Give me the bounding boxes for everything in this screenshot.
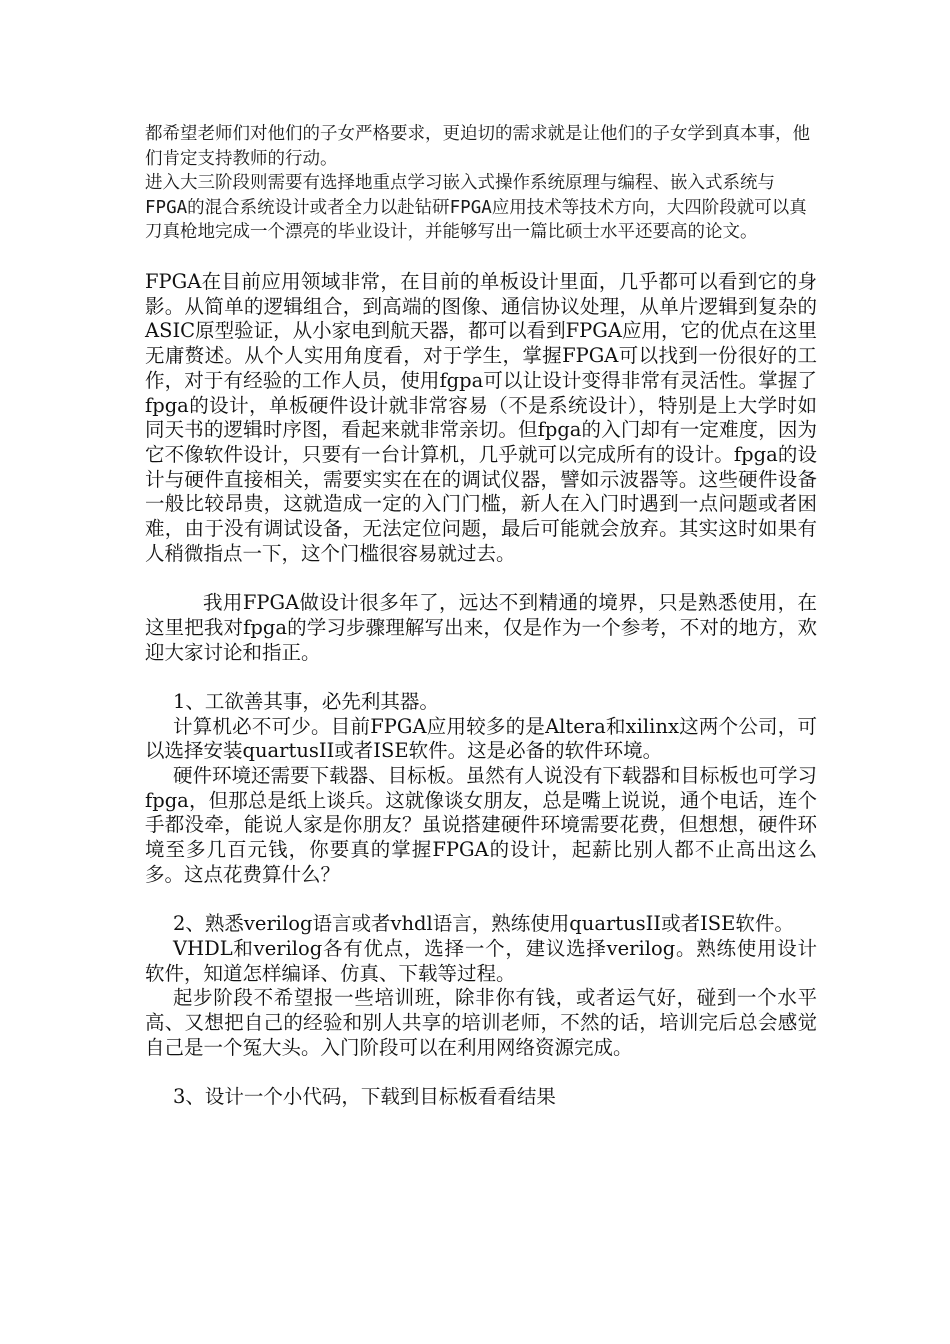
section-2-paragraph-2: 起步阶段不希望报一些培训班，除非你有钱，或者运气好，碰到一个水平高、又想把自己的经验和别人共享的培训老师，不然的话，培训完后总会感觉自己是一个冤大头。入门阶段可以在利用网络资源完成。	[145, 986, 817, 1059]
intro-paragraph-2: 进入大三阶段则需要有选择地重点学习嵌入式操作系统原理与编程、嵌入式系统与FPGA的混合系统设计或者全力以赴钻研FPGA应用技术等技术方向，大四阶段就可以真刀真枪地完成一个漂亮的毕业设计，并能够写出一篇比硕士水平还要高的论文。	[145, 173, 807, 243]
section-1-paragraph-2: 硬件环境还需要下载器、目标板。虽然有人说没有下载器和目标板也可学习fpga，但那总是纸上谈兵。这就像谈女朋友，总是嘴上说说，通个电话，连个手都没牵，能说人家是你朋友？虽说搭建硬件环境需要花费，但想想，硬件环境至多几百元钱，你要真的掌握FPGA的设计，起薪比别人都不止高出这么多。这点花费算什么？	[145, 764, 817, 886]
section-2-heading: 2、熟悉verilog语言或者vhdl语言，熟练使用quartusII或者ISE软件。	[173, 912, 794, 936]
paragraph-gap	[145, 1060, 817, 1085]
intro-paragraph-1: 都希望老师们对他们的子女严格要求，更迫切的需求就是让他们的子女学到真本事，他们肯定支持教师的行动。	[145, 124, 810, 169]
paragraph-gap	[145, 665, 817, 690]
paragraph-author-note: 我用FPGA做设计很多年了，远达不到精通的境界，只是熟悉使用，在这里把我对fpga的学习步骤理解写出来，仅是作为一个参考，不对的地方，欢迎大家讨论和指正。	[145, 591, 817, 664]
section-3-heading: 3、设计一个小代码，下载到目标板看看结果	[173, 1085, 556, 1109]
section-2-paragraph-1: VHDL和verilog各有优点，选择一个，建议选择verilog。熟练使用设计软件，知道怎样编译、仿真、下载等过程。	[145, 936, 817, 985]
paragraph-gap	[145, 566, 817, 591]
main-text	[145, 270, 817, 1110]
paragraph-fpga-overview: FPGA在目前应用领域非常，在目前的单板设计里面，几乎都可以看到它的身影。从简单的逻辑组合，到高端的图像、通信协议处理，从单片逻辑到复杂的ASIC原型验证，从小家电到航天器，都可以看到FPGA应用，它的优点在这里无庸赘述。从个人实用角度看，对于学生，掌握FPGA可以找到一份很好的工作，对于有经验的工作人员，使用fgpa可以让设计变得非常有灵活性。掌握了fpga的设计，单板硬件设计就非常容易（不是系统设计），特别是上大学时如同天书的逻辑时序图，看起来就非常亲切。但fpga的入门却有一定难度，因为它不像软件设计，只要有一台计算机，几乎就可以完成所有的设计。fpga的设计与硬件直接相关，需要实实在在的调试仪器，譬如示波器等。这些硬件设备一般比较昂贵，这就造成一定的入门门槛，新人在入门时遇到一点问题或者困难，由于没有调试设备，无法定位问题，最后可能就会放弃。其实这时如果有人稍微指点一下，这个门槛很容易就过去。	[145, 270, 817, 565]
paragraph-gap	[145, 888, 817, 913]
section-1-paragraph-1: 计算机必不可少。目前FPGA应用较多的是Altera和xilinx这两个公司，可以选择安装quartusII或者ISE软件。这是必备的软件环境。	[145, 714, 817, 763]
section-1-heading: 1、工欲善其事，必先利其器。	[173, 689, 439, 713]
intro-block	[145, 122, 817, 245]
